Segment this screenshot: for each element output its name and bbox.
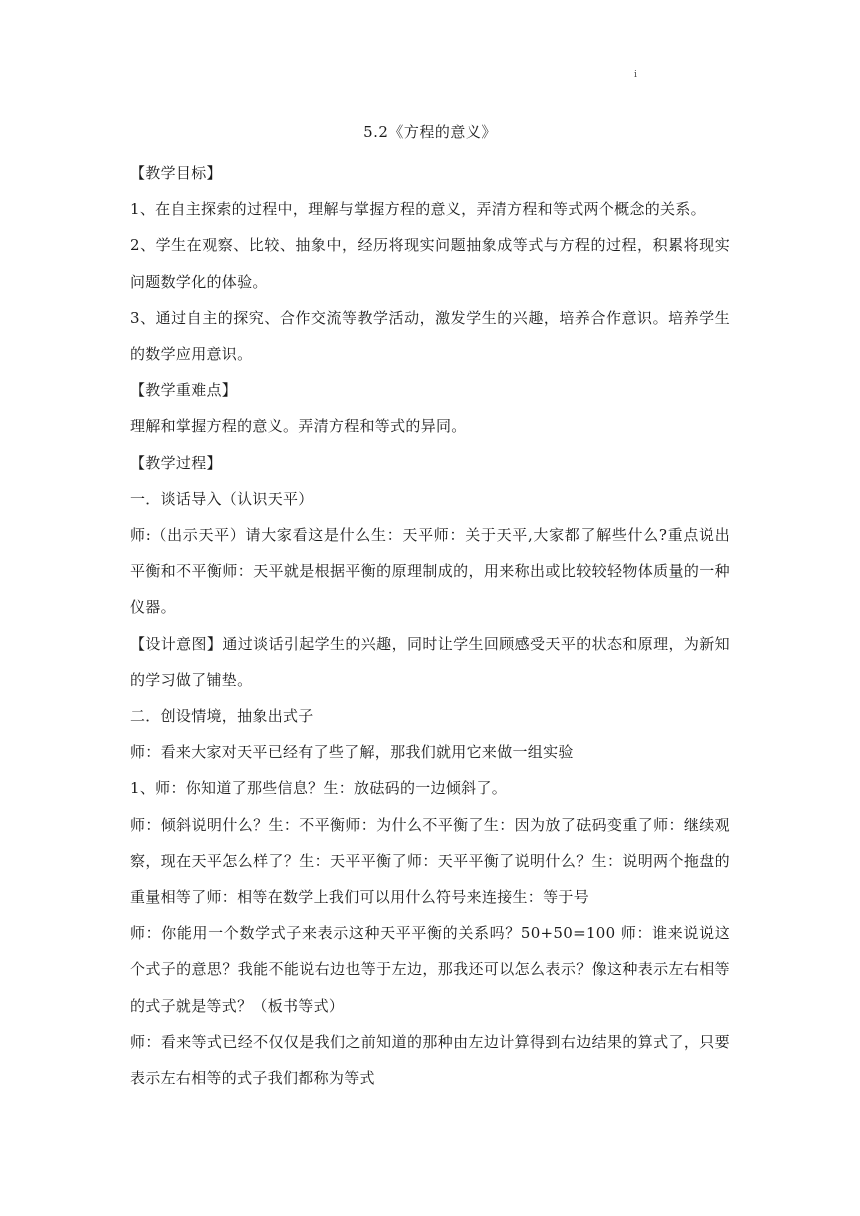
dialogue-paragraph: 师：倾斜说明什么？生：不平衡师：为什么不平衡了生：因为放了砝码变重了师：继续观察，现在天平怎么样了？生：天平平衡了师：天平平衡了说明什么？生：说明两个拖盘的重量相等了师：相等在数学上我们可以用什么符号来连接生：等于号 [130, 815, 730, 907]
step-heading-1: 一．谈话导入（认识天平） [130, 489, 314, 508]
design-intent-paragraph: 【设计意图】通过谈话引起学生的兴趣，同时让学生回顾感受天平的状态和原理，为新知的学习做了铺垫。 [130, 634, 730, 689]
dialogue-paragraph: 师：看来大家对天平已经有了些了解，那我们就用它来做一组实验 [130, 743, 574, 762]
objective-item-1: 1、在自主探索的过程中，理解与掌握方程的意义，弄清方程和等式两个概念的关系。 [130, 200, 706, 219]
section-heading-key-points: 【教学重难点】 [130, 381, 238, 400]
dialogue-paragraph: 师:（出示天平）请大家看这是什么生：天平师：关于天平,大家都了解些什么?重点说出平衡和不平衡师：天平就是根据平衡的原理制成的，用来称出或比较较轻物体质量的一种仪器。 [130, 526, 730, 617]
dialogue-paragraph: 师：看来等式已经不仅仅是我们之前知道的那种由左边计算得到右边结果的算式了，只要表示左右相等的式子我们都称为等式 [130, 1032, 730, 1088]
dialogue-paragraph: 师：你能用一个数学式子来表示这种天平平衡的关系吗？50+50=100 师：谁来说说这个式子的意思？我能不能说右边也等于左边，那我还可以怎么表示？像这种表示左右相等的式子就是等式？（板书等式） [130, 924, 730, 1015]
objective-item-2: 2、学生在观察、比较、抽象中，经历将现实问题抽象成等式与方程的过程，积累将现实问题数学化的体验。 [130, 236, 730, 291]
key-points-text: 理解和掌握方程的意义。弄清方程和等式的异同。 [130, 417, 467, 436]
page-corner-mark: i [634, 70, 637, 80]
document-body [130, 155, 730, 1096]
dialogue-paragraph: 1、师：你知道了那些信息？生：放砝码的一边倾斜了。 [130, 779, 508, 798]
document-title: 5.2《方程的意义》 [363, 123, 497, 141]
section-heading-process: 【教学过程】 [130, 453, 222, 472]
section-heading-objectives: 【教学目标】 [130, 164, 222, 182]
objective-item-3: 3、通过自主的探究、合作交流等教学活动，激发学生的兴趣，培养合作意识。培养学生的数学应用意识。 [130, 308, 730, 364]
step-heading-2: 二．创设情境，抽象出式子 [130, 707, 314, 726]
